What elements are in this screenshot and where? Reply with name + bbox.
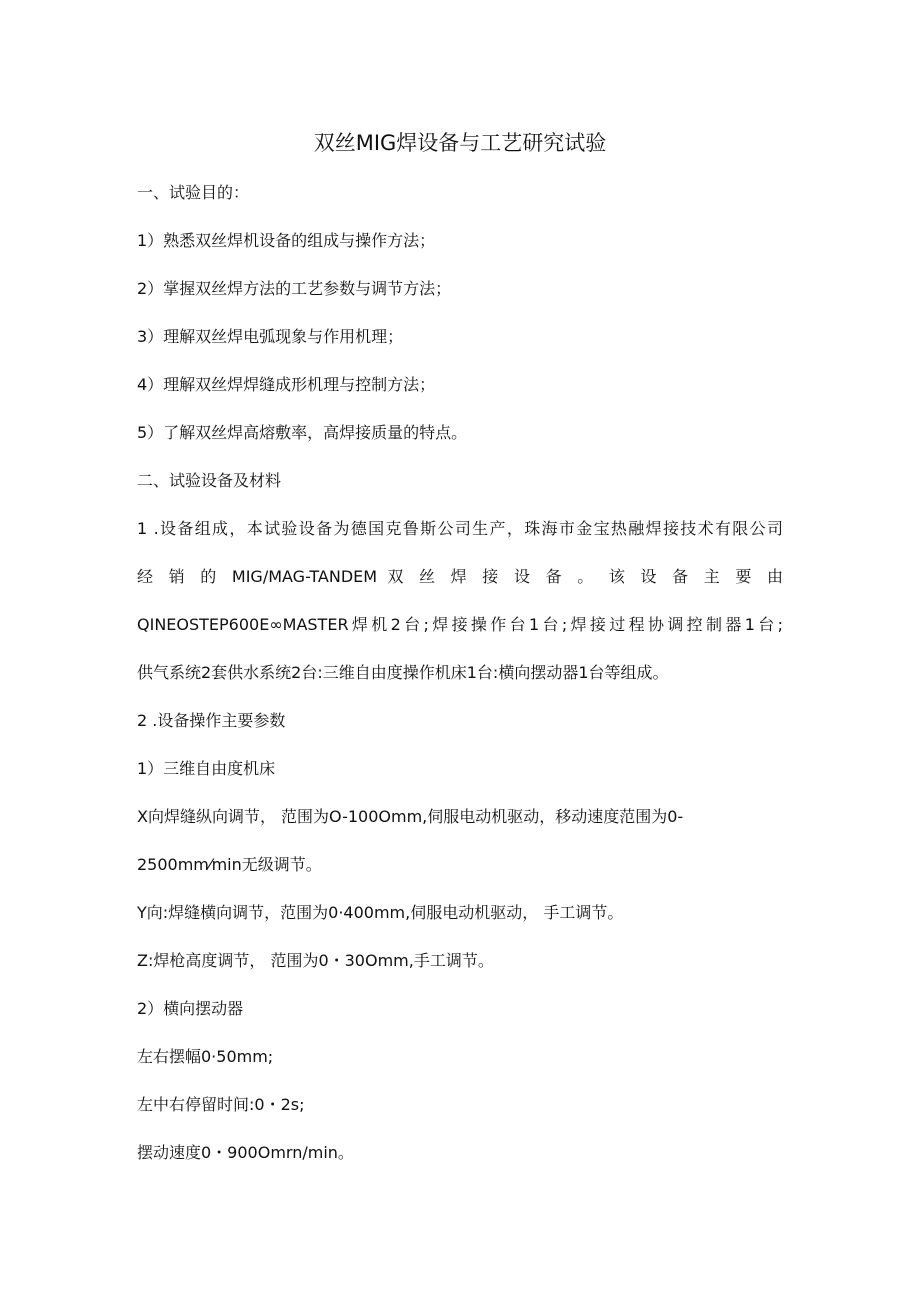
purpose-item-2: 2）掌握双丝焊方法的工艺参数与调节方法；: [137, 279, 452, 298]
section-heading-equipment: 二、试验设备及材料: [137, 471, 282, 490]
purpose-item-3: 3）理解双丝焊电弧现象与作用机理；: [137, 327, 404, 346]
document-title: 双丝MIG焊设备与工艺研究试验: [313, 131, 607, 155]
oscillator-speed: 摆动速度0・900Omrn/min。: [137, 1143, 354, 1162]
x-axis-spec-line-1: X向焊缝纵向调节， 范围为O-100Omm,伺服电动机驱动，移动速度范围为0-: [137, 807, 684, 826]
purpose-item-1: 1）熟悉双丝焊机设备的组成与操作方法；: [137, 231, 436, 250]
purpose-item-5: 5）了解双丝焊高熔敷率，高焊接质量的特点。: [137, 423, 468, 442]
oscillator-amplitude: 左右摆幅0·50mm;: [137, 1047, 274, 1066]
equipment-paragraph-line-3: QINEOSTEP600E∞MASTER焊机2台;焊接操作台1台;焊接过程协调控制器1台;: [137, 615, 783, 634]
subsection-heading-parameters: 2 .设备操作主要参数: [137, 711, 286, 730]
equipment-paragraph-line-1: 1 .设备组成，本试验设备为德国克鲁斯公司生产，珠海市金宝热融焊接技术有限公司: [137, 519, 783, 538]
equipment-paragraph-line-4: 供气系统2套供水系统2台:三维自由度操作机床1台:横向摆动器1台等组成。: [137, 663, 669, 682]
x-axis-spec-line-2: 2500mm⁄min无级调节。: [137, 855, 322, 874]
parameter-group-oscillator: 2）横向摆动器: [137, 999, 244, 1018]
parameter-group-machine: 1）三维自由度机床: [137, 759, 276, 778]
y-axis-spec: Y向:焊缝横向调节，范围为0·400mm,伺服电动机驱动， 手工调节。: [137, 903, 624, 922]
purpose-item-4: 4）理解双丝焊焊缝成形机理与控制方法；: [137, 375, 436, 394]
oscillator-dwell-time: 左中右停留时间:0・2s;: [137, 1095, 305, 1114]
equipment-paragraph-line-2: 经 销 的 MIG/MAG-TANDEM 双 丝 焊 接 设 备 。 该 设 备 主 要 由: [137, 567, 783, 586]
z-axis-spec: Z:焊枪高度调节， 范围为0・30Omm,手工调节。: [137, 951, 494, 970]
section-heading-purpose: 一、试验目的：: [137, 183, 250, 202]
